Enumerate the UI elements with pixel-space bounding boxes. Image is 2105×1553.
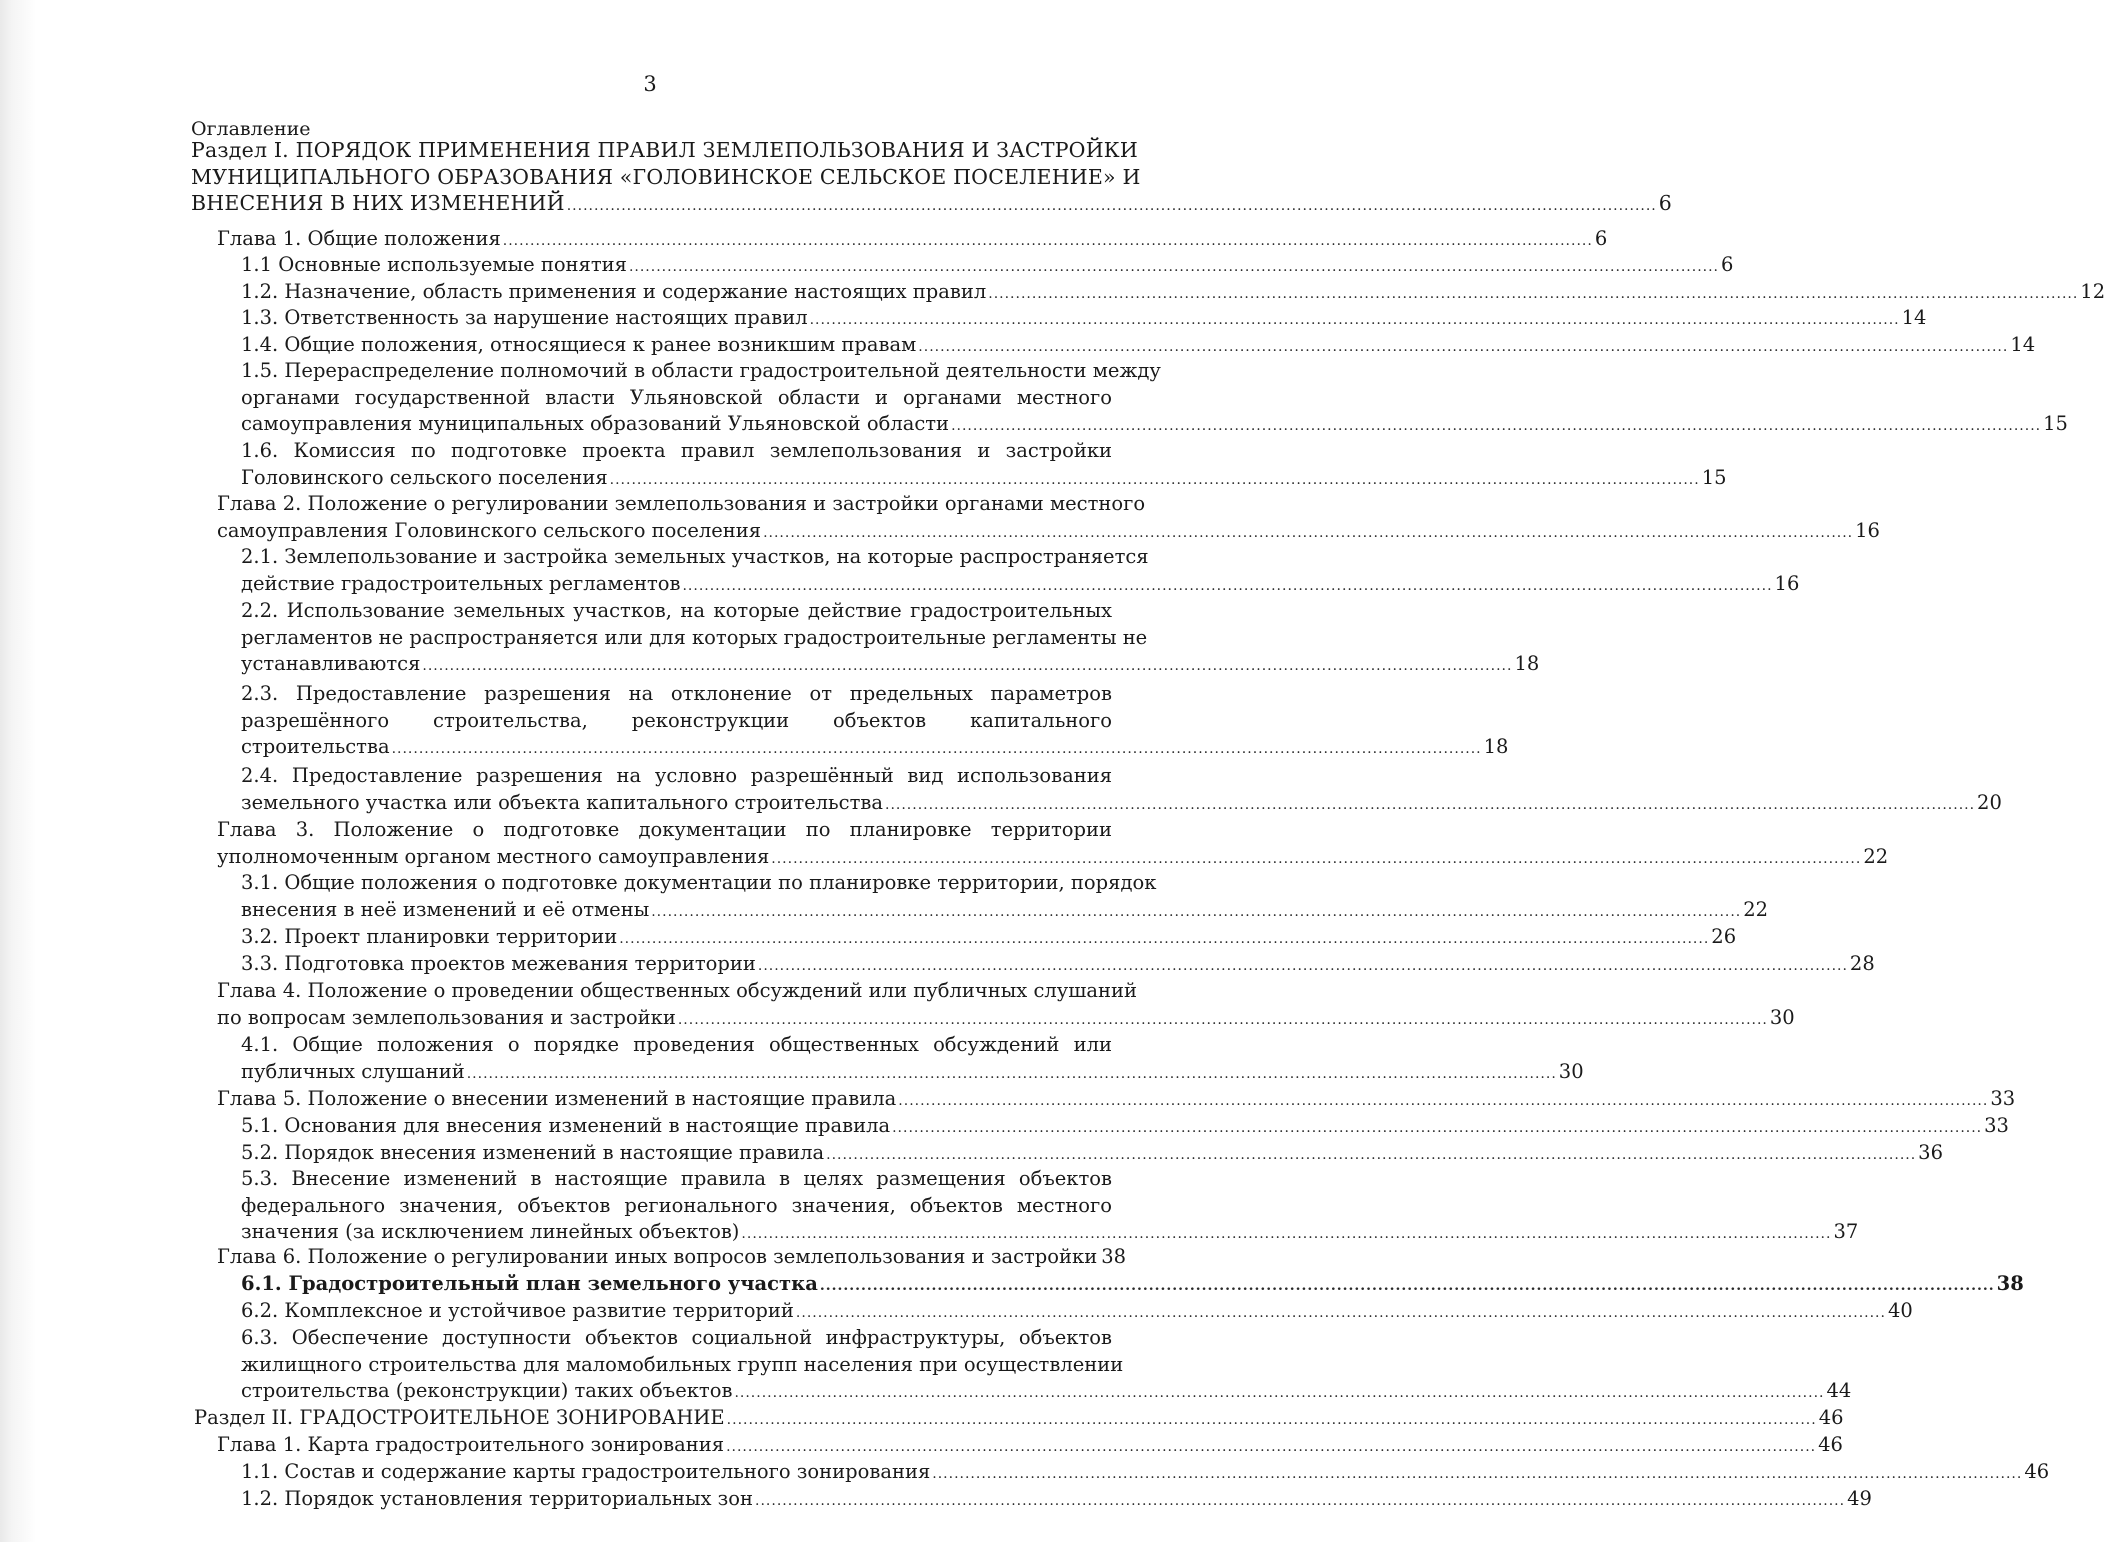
toc-entry-text-line: 1.5. Перераспределение полномочий в области градостроительной деятельности между — [241, 359, 1161, 382]
toc-entry-final-line — [217, 844, 1889, 871]
toc-entry-text-line: разрешённого строительства, реконструкции объектов капитального — [241, 708, 1112, 732]
toc-entry-title: строительства — [241, 735, 390, 759]
toc-entry-text-line: МУНИЦИПАЛЬНОГО ОБРАЗОВАНИЯ «ГОЛОВИНСКОЕ СЕЛЬСКОЕ ПОСЕЛЕНИЕ» И — [191, 164, 1141, 189]
dot-leader — [651, 899, 1741, 926]
toc-entry[interactable] — [241, 1459, 2050, 1486]
toc-entry-title: 6.2. Комплексное и устойчивое развитие территорий — [241, 1299, 794, 1322]
toc-entry-final-line — [194, 1405, 1844, 1432]
toc-page-number: 6 — [1721, 253, 1734, 276]
toc-entry-final-line — [241, 571, 1800, 598]
toc-page-number: 36 — [1918, 1141, 1943, 1164]
toc-page-number: 15 — [2043, 412, 2068, 436]
toc-entry-final-line — [241, 279, 2105, 306]
dot-leader — [763, 520, 1853, 547]
toc-entry-final-line — [217, 1086, 2016, 1113]
toc-entry-title: 5.1. Основания для внесения изменений в настоящие правила — [241, 1114, 891, 1137]
toc-entry-text-line: Глава 4. Положение о проведении общественных обсуждений или публичных слушаний — [217, 979, 1137, 1002]
toc-entry-final-line — [241, 1486, 1872, 1513]
toc-entry-text-line: 4.1. Общие положения о порядке проведения общественных обсуждений или — [241, 1033, 1112, 1056]
dot-leader — [796, 1300, 1886, 1327]
dot-leader — [932, 1461, 2022, 1488]
toc-entry-title: Раздел II. ГРАДОСТРОИТЕЛЬНОЕ ЗОНИРОВАНИЕ — [194, 1406, 725, 1429]
toc-entry-final-line — [217, 1005, 1795, 1032]
toc-entry-final-line — [241, 332, 2036, 359]
toc-entry-title: 1.1 Основные используемые понятия — [241, 253, 627, 276]
toc-entry-text-line: жилищного строительства для маломобильных групп населения при осуществлении — [241, 1352, 1124, 1376]
toc-entry-title: 1.4. Общие положения, относящиеся к ранее возникшим правам — [241, 333, 917, 356]
toc-page-number: 16 — [1855, 518, 1880, 542]
toc-page-number: 33 — [1990, 1087, 2016, 1110]
toc-page-number: 6 — [1594, 227, 1608, 250]
toc-entry[interactable] — [241, 681, 1509, 761]
toc-entry-title: действие градостроительных регламентов — [241, 571, 681, 595]
toc-entry-text-line: 2.1. Землепользование и застройка земельных участков, на которые распространяется — [241, 545, 1149, 568]
toc-entry-title: Головинского сельского поселения — [241, 465, 608, 489]
dot-leader — [734, 1380, 1824, 1407]
toc-page-number: 38 — [1101, 1245, 1127, 1268]
toc-entry-title: Глава 1. Общие положения — [217, 227, 501, 250]
toc-entry-final-line — [191, 190, 1673, 217]
dot-leader — [988, 281, 2078, 308]
toc-entry-final-line — [241, 1059, 1584, 1086]
toc-entry-final-line — [241, 1113, 2009, 1140]
toc-entry-text-line: регламентов не распространяется или для которых градостроительные регламенты не — [241, 625, 1148, 649]
toc-page-number: 40 — [1887, 1299, 1913, 1322]
toc-entry-final-line — [241, 305, 1927, 332]
toc-entry[interactable] — [191, 137, 1673, 217]
toc-entry-title: 3.2. Проект планировки территории — [241, 925, 618, 948]
toc-entry-final-line — [241, 465, 1727, 492]
toc-entry[interactable] — [241, 438, 1727, 491]
toc-entry-final-line — [217, 1432, 1843, 1459]
toc-page-number: 30 — [1558, 1059, 1584, 1083]
toc-page-number: 16 — [1774, 571, 1800, 595]
dot-leader — [567, 193, 1657, 220]
toc-page-number: 38 — [1996, 1272, 2024, 1295]
toc-page-number: 33 — [1984, 1114, 2009, 1137]
toc-entry[interactable] — [241, 1140, 1943, 1167]
dot-leader — [892, 1115, 1982, 1142]
toc-entry[interactable] — [241, 544, 1800, 597]
toc-entry-title: 1.1. Состав и содержание карты градостроительного зонирования — [241, 1460, 931, 1483]
toc-entry-title: земельного участка или объекта капитального строительства — [241, 790, 883, 814]
toc-entry-title: 1.3. Ответственность за нарушение настоящих правил — [241, 306, 808, 329]
toc-entry-final-line — [241, 897, 1769, 924]
toc-entry-text-line: Раздел I. ПОРЯДОК ПРИМЕНЕНИЯ ПРАВИЛ ЗЕМЛЕПОЛЬЗОВАНИЯ И ЗАСТРОЙКИ — [191, 138, 1138, 162]
toc-entry-text-line: федерального значения, объектов регионального значения, объектов местного — [241, 1193, 1112, 1217]
dot-leader — [758, 953, 1848, 980]
toc-entry-title: 3.3. Подготовка проектов межевания территории — [241, 952, 756, 975]
toc-entry[interactable] — [241, 1298, 1913, 1325]
dot-leader — [885, 792, 1975, 819]
toc-entry-final-line — [241, 1459, 2050, 1486]
toc-entry-final-line — [217, 1244, 1127, 1271]
toc-entry-text-line: 5.3. Внесение изменений в настоящие правила в целях размещения объектов — [241, 1167, 1112, 1190]
toc-page-number: 12 — [2080, 280, 2105, 303]
page-bottom-margin — [0, 1542, 1200, 1553]
dot-leader — [467, 1061, 1557, 1088]
dot-leader — [422, 653, 1512, 680]
toc-entry[interactable] — [241, 279, 2105, 306]
dot-leader — [755, 1488, 1845, 1515]
toc-entry-text-line: 1.6. Комиссия по подготовке проекта правил землепользования и застройки — [241, 439, 1112, 462]
toc-page-number: 44 — [1826, 1379, 1852, 1403]
toc-entry-title: 1.2. Порядок установления территориальных зон — [241, 1487, 754, 1510]
dot-leader — [392, 736, 1482, 763]
toc-entry[interactable] — [241, 951, 1875, 978]
toc-entry-title: самоуправления Головинского сельского поселения — [217, 518, 762, 542]
dot-leader — [810, 307, 1900, 334]
toc-entry[interactable] — [217, 817, 1889, 870]
toc-entry[interactable] — [194, 1405, 1844, 1432]
dot-leader — [503, 228, 1593, 255]
dot-leader — [918, 334, 2008, 361]
toc-entry-text-line: 2.2. Использование земельных участков, на которые действие градостроительных — [241, 599, 1112, 622]
toc-entry-title: ВНЕСЕНИЯ В НИХ ИЗМЕНЕНИЙ — [191, 191, 565, 216]
toc-page-number: 22 — [1863, 844, 1889, 868]
dot-leader — [610, 467, 1700, 494]
toc-entry[interactable] — [241, 332, 2036, 359]
toc-entry-text-line: Глава 3. Положение о подготовке документации по планировке территории — [217, 818, 1112, 841]
toc-entry-final-line — [241, 1219, 1859, 1246]
toc-entry-final-line — [217, 226, 1608, 253]
dot-leader — [629, 254, 1719, 281]
toc-entry-title: Глава 1. Карта градостроительного зонирования — [217, 1433, 725, 1456]
toc-entry-title: устанавливаются — [241, 652, 421, 676]
toc-entry[interactable] — [217, 978, 1795, 1031]
toc-page-number: 49 — [1847, 1487, 1872, 1510]
toc-page-number: 18 — [1514, 652, 1540, 676]
dot-leader — [678, 1007, 1768, 1034]
toc-entry[interactable] — [241, 358, 2068, 438]
toc-entry[interactable] — [241, 1325, 1852, 1405]
dot-leader — [727, 1407, 1817, 1434]
toc-entry[interactable] — [217, 1432, 1843, 1459]
toc-entry-final-line — [241, 734, 1509, 761]
toc-entry-final-line — [241, 411, 2068, 438]
toc-entry-title: строительства (реконструкции) таких объектов — [241, 1379, 733, 1403]
toc-entry[interactable] — [217, 1086, 2016, 1113]
toc-entry[interactable] — [241, 1113, 2009, 1140]
toc-page-number: 28 — [1849, 952, 1875, 975]
toc-entry-title: Глава 5. Положение о внесении изменений в настоящие правила — [217, 1087, 897, 1110]
toc-entry-text-line: 2.3. Предоставление разрешения на отклонение от предельных параметров — [241, 682, 1112, 705]
dot-leader — [826, 1142, 1916, 1169]
toc-entry[interactable] — [241, 763, 2002, 816]
toc-page-number: 46 — [2024, 1460, 2050, 1483]
toc-page-number: 6 — [1658, 191, 1673, 216]
toc-entry-final-line — [241, 951, 1875, 978]
toc-page-number: 46 — [1818, 1406, 1844, 1429]
dot-leader — [619, 926, 1709, 953]
toc-page-number: 14 — [1901, 306, 1927, 329]
dot-leader — [771, 846, 1861, 873]
toc-entry-title: 6.1. Градостроительный план земельного участка — [241, 1272, 818, 1295]
toc-entry-title: 5.2. Порядок внесения изменений в настоящие правила — [241, 1141, 825, 1164]
toc-title: Оглавление — [191, 118, 311, 140]
toc-entry-final-line — [241, 1271, 2024, 1298]
toc-entry-title: публичных слушаний — [241, 1059, 465, 1083]
page-number: 3 — [643, 72, 657, 96]
toc-page-number: 15 — [1701, 465, 1727, 489]
toc-entry-final-line — [241, 1298, 1913, 1325]
toc-entry-title: самоуправления муниципальных образований Ульяновской области — [241, 412, 950, 436]
toc-entry[interactable] — [241, 870, 1769, 923]
toc-entry-text-line: органами государственной власти Ульяновской области и органами местного — [241, 385, 1112, 409]
toc-entry[interactable] — [241, 924, 1737, 951]
toc-page-number: 37 — [1833, 1220, 1859, 1244]
toc-entry[interactable] — [217, 1244, 1127, 1271]
toc-entry-final-line — [241, 651, 1540, 678]
toc-entry-final-line — [241, 1378, 1852, 1405]
toc-entry-text-line: Глава 2. Положение о регулировании землепользования и застройки органами местного — [217, 492, 1146, 515]
dot-leader — [726, 1434, 1816, 1461]
toc-entry-text-line: 6.3. Обеспечение доступности объектов социальной инфраструктуры, объектов — [241, 1326, 1112, 1349]
dot-leader — [898, 1088, 1988, 1115]
toc-entry-final-line — [241, 252, 1734, 279]
toc-entry[interactable] — [241, 1271, 2024, 1298]
toc-entry[interactable] — [241, 1032, 1584, 1085]
toc-entry-text-line: 2.4. Предоставление разрешения на условно разрешённый вид использования — [241, 764, 1112, 787]
toc-entry[interactable] — [241, 305, 1927, 332]
toc-entry-final-line — [217, 518, 1880, 545]
toc-entry[interactable] — [217, 226, 1608, 253]
toc-entry-final-line — [241, 924, 1737, 951]
toc-page-number: 26 — [1711, 925, 1737, 948]
toc-entry[interactable] — [241, 1486, 1872, 1513]
toc-entry-text-line: 3.1. Общие положения о подготовке документации по планировке территории, порядок — [241, 871, 1157, 894]
dot-leader — [820, 1273, 1995, 1300]
toc-entry[interactable] — [241, 598, 1540, 678]
toc-entry[interactable] — [241, 1166, 1859, 1246]
dot-leader — [682, 573, 1772, 600]
toc-page-number: 14 — [2010, 333, 2036, 356]
toc-entry-title: 1.2. Назначение, область применения и содержание настоящих правил — [241, 280, 987, 303]
toc-page-number: 46 — [1818, 1433, 1843, 1456]
toc-entry-title: внесения в неё изменений и её отмены — [241, 897, 650, 921]
toc-page-number: 20 — [1977, 790, 2002, 814]
toc-entry-title: по вопросам землепользования и застройки — [217, 1005, 676, 1029]
toc-entry-title: Глава 6. Положение о регулировании иных вопросов землепользования и застройки — [217, 1245, 1098, 1268]
dot-leader — [951, 413, 2041, 440]
toc-page-number: 30 — [1769, 1005, 1795, 1029]
toc-entry-title: уполномоченным органом местного самоуправления — [217, 844, 770, 868]
toc-entry[interactable] — [217, 491, 1880, 544]
toc-page-number: 22 — [1743, 897, 1769, 921]
toc-entry-title: значения (за исключением линейных объектов) — [241, 1220, 740, 1244]
toc-entry-final-line — [241, 1140, 1943, 1167]
toc-entry-final-line — [241, 790, 2002, 817]
toc-page-number: 18 — [1483, 735, 1509, 759]
toc-entry[interactable] — [241, 252, 1734, 279]
